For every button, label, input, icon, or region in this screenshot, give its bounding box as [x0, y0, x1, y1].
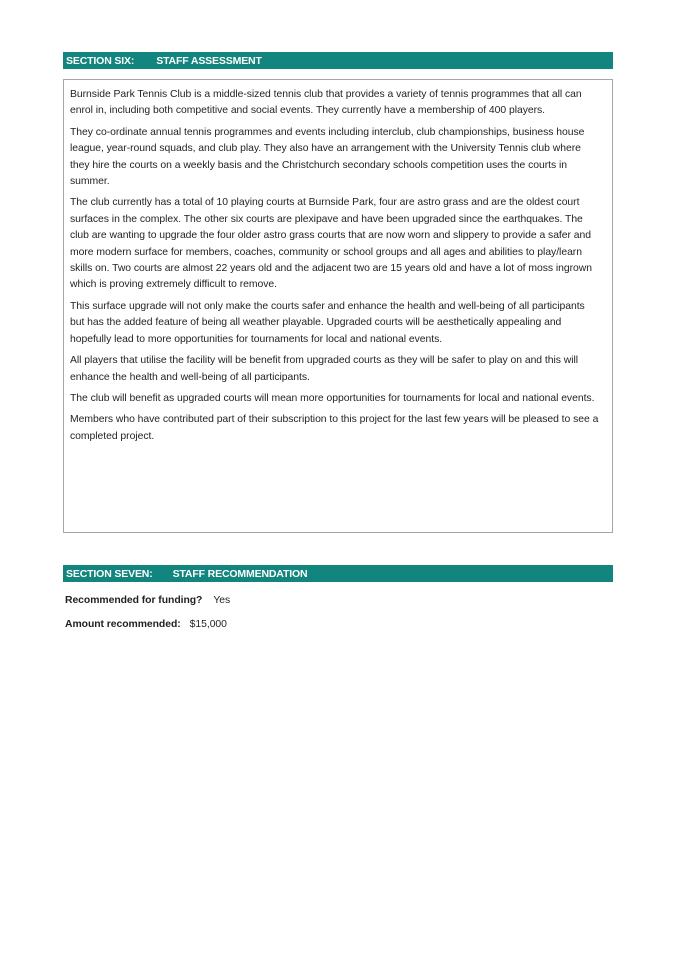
section-seven-title: STAFF RECOMMENDATION	[172, 567, 308, 580]
recommended-for-funding-row	[65, 594, 230, 608]
assessment-paragraph: This surface upgrade will not only make the courts safer and enhance the health and well-being of all participants but has the added feature of being all weather playable. Upgraded courts will be aesthetically appealing and hopefully lead to more opportunities for tournaments for local and national events.	[70, 300, 585, 345]
assessment-paragraph: The club currently has a total of 10 playing courts at Burnside Park, four are astro grass and are the oldest court surfaces in the complex. The other six courts are plexipave and have been upgraded since the earthquakes. The club are wanting to upgrade the four older astro grass courts that are now worn and slippery to provide a safer and more modern surface for members, coaches, community or school groups and all ages and abilities to play/learn skills on. Two courts are almost 22 years old and the adjacent two are 15 years old and have a lot of moss ingrown which is proving extremely difficult to remove.	[70, 197, 592, 291]
assessment-paragraph: All players that utilise the facility will be benefit from upgraded courts as they will be safer to play on and this will enhance the health and well-being of all participants.	[70, 355, 579, 383]
amount-recommended-value: $15,000	[189, 619, 227, 630]
section-six-label: SECTION SIX:	[66, 54, 135, 67]
section-seven-label: SECTION SEVEN:	[66, 567, 153, 580]
section-six-title: STAFF ASSESSMENT	[156, 54, 262, 67]
assessment-paragraph: They co-ordinate annual tennis programmes and events including interclub, club championships, business house league, year-round squads, and club play. They also have an arrangement with the University Tennis club where they hire the courts on a weekly basis and the Christchurch secondary schools competition uses the courts in summer.	[70, 126, 585, 188]
recommended-for-funding-value: Yes	[213, 595, 231, 606]
amount-recommended-row	[65, 618, 227, 632]
section-seven-header	[63, 565, 613, 582]
assessment-paragraph: Burnside Park Tennis Club is a middle-sized tennis club that provides a variety of tennis programmes that all can enrol in, including both competitive and social events. They currently have a membership of 400 players.	[70, 89, 582, 117]
assessment-paragraph: The club will benefit as upgraded courts will mean more opportunities for tournaments for local and national events.	[70, 392, 595, 404]
recommended-for-funding-label: Recommended for funding?	[65, 595, 203, 606]
assessment-paragraph: Members who have contributed part of their subscription to this project for the last few years will be pleased to see a completed project.	[70, 414, 599, 442]
section-six-header	[63, 52, 613, 69]
staff-assessment-box	[63, 79, 613, 533]
amount-recommended-label: Amount recommended:	[65, 619, 181, 630]
